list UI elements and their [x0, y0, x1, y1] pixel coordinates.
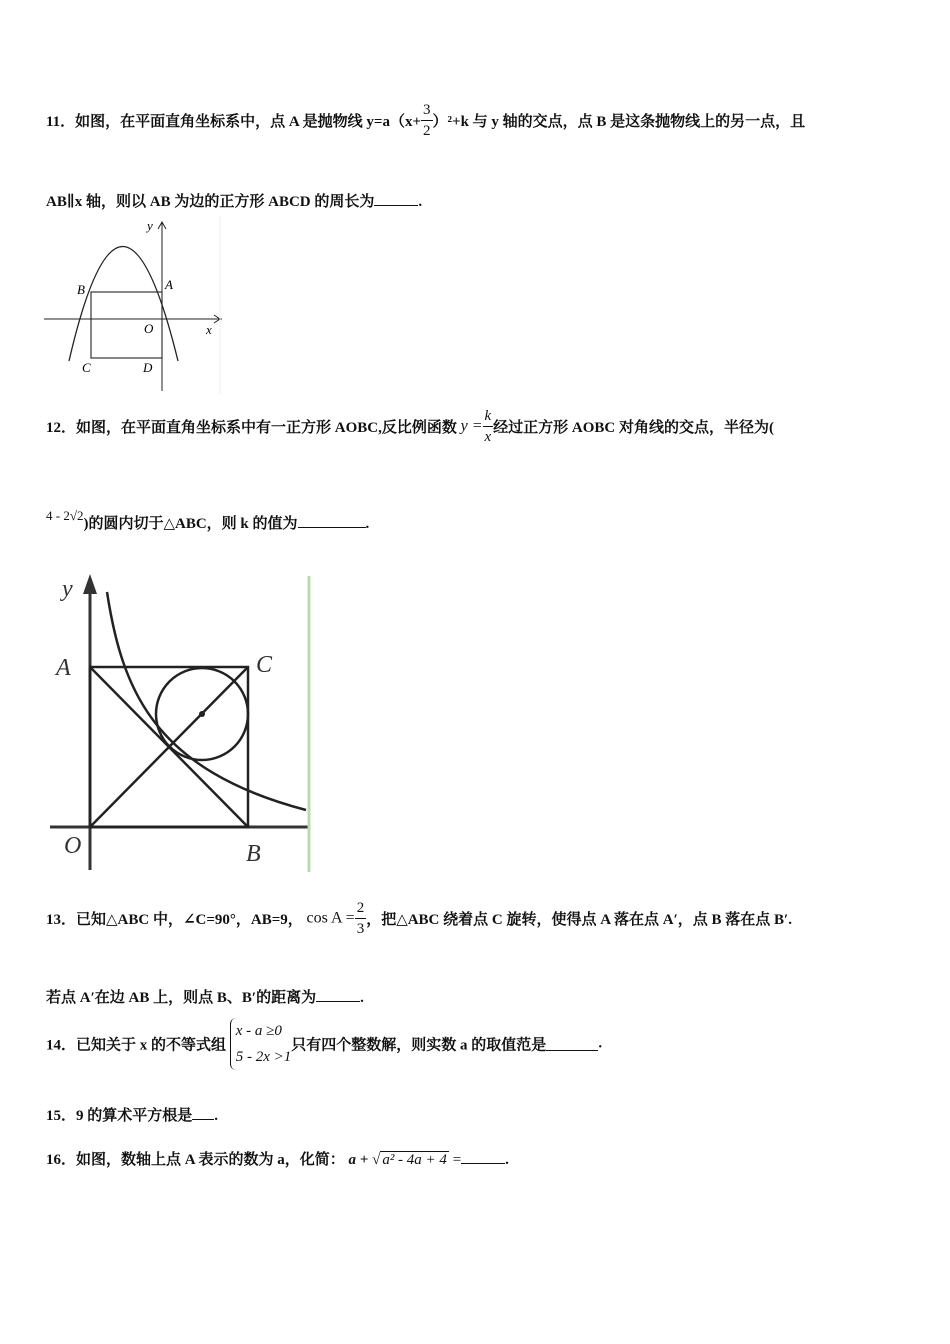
- q12-line2-end: .: [365, 516, 370, 532]
- q11-fraction: [421, 100, 433, 141]
- q12-circle-center: [199, 711, 205, 717]
- q12-label-y: y: [62, 576, 73, 602]
- q11-label-a: A: [165, 277, 173, 292]
- q12-answer-blank: [298, 514, 366, 528]
- q11-label-b: B: [77, 282, 85, 297]
- q12-func-fraction: [483, 406, 494, 447]
- q16-expr-sqrt: a² - 4a + 4: [382, 1152, 447, 1168]
- q14-line: [46, 1018, 602, 1070]
- q11-frac-den: 2: [423, 123, 431, 139]
- q13-line2-end: .: [360, 990, 364, 1006]
- q11-label-o: O: [144, 321, 154, 336]
- q11-line2-end: .: [418, 194, 423, 210]
- q12-line2: [46, 508, 370, 533]
- q16-expr-eq: =: [452, 1152, 462, 1168]
- q11-suffix: ）²+k 与 y 轴的交点，点 B 是这条抛物线上的另一点，且: [432, 114, 806, 130]
- q12-func-num: k: [483, 406, 494, 427]
- q11-figure: [44, 216, 224, 394]
- q13-suffix: ，把△ABC 绕着点 C 旋转，使得点 A 落在点 A′，点 B 落在点 B′.: [366, 912, 793, 928]
- q15-line: [46, 1104, 218, 1125]
- q13-cos-fraction: [355, 898, 367, 939]
- q12-label-o: O: [64, 833, 82, 859]
- q12-figure: [44, 570, 316, 878]
- q16-expr-a: a +: [348, 1152, 369, 1168]
- q13-line2-text: 若点 A′在边 AB 上，则点 B、B′的距离为: [46, 990, 317, 1006]
- q12-label-b: B: [246, 841, 261, 867]
- q13-line1: [46, 898, 792, 939]
- q12-func-lhs: y =: [460, 417, 483, 435]
- q12-prefix: 12．如图，在平面直角坐标系中有一正方形 AOBC,反比例函数: [46, 420, 457, 436]
- q12-radius: 4 - 2√2: [46, 508, 84, 523]
- q12-label-a: A: [56, 655, 71, 681]
- q12-y-arrow: [83, 574, 97, 594]
- q15-end: .: [214, 1108, 219, 1124]
- q11-label-d: D: [143, 360, 153, 375]
- q16-sqrt-symbol: √: [372, 1152, 381, 1168]
- q14-end: .: [598, 1035, 603, 1052]
- q14-ineq2: 5 - 2x >1: [235, 1049, 292, 1065]
- q11-line2: [46, 190, 422, 211]
- q12-func-den: x: [484, 429, 492, 445]
- q11-line1: [46, 100, 805, 141]
- q12-line2-text: )的圆内切于△ABC，则 k 的值为: [83, 516, 298, 532]
- q16-prefix: 16．如图，数轴上点 A 表示的数为 a，化简：: [46, 1152, 345, 1168]
- q12-line1: [46, 406, 774, 447]
- q16-line: [46, 1148, 509, 1169]
- q13-line2: [46, 986, 364, 1007]
- q14-suffix: 只有四个整数解，则实数 a 的取值范是: [291, 1037, 547, 1054]
- q11-label-c: C: [82, 360, 91, 375]
- q11-frac-num: 3: [421, 100, 433, 121]
- q11-line2-text: AB∥x 轴，则以 AB 为边的正方形 ABCD 的周长为: [46, 194, 375, 210]
- q14-ineq1: x - a ≥0: [235, 1023, 282, 1039]
- q14-answer-blank: [546, 1037, 598, 1051]
- q14-prefix: 14．已知关于 x 的不等式组: [46, 1037, 227, 1054]
- q13-prefix: 13．已知△ABC 中，∠C=90°，AB=9，: [46, 912, 303, 928]
- q11-answer-blank: [374, 192, 418, 206]
- q16-end: .: [505, 1152, 509, 1168]
- q15-text: 15．9 的算术平方根是: [46, 1108, 193, 1124]
- q12-label-c: C: [256, 652, 273, 678]
- q13-cos-text: cos A =: [306, 909, 355, 927]
- q14-inequality-system: [230, 1018, 292, 1070]
- q15-answer-blank: [192, 1106, 214, 1120]
- q11-prefix: 11．如图，在平面直角坐标系中，点 A 是抛物线 y=a（x+: [46, 114, 422, 130]
- q16-answer-blank: [461, 1150, 505, 1164]
- q12-suffix: 经过正方形 AOBC 对角线的交点，半径为(: [493, 420, 775, 436]
- q11-label-x: x: [206, 322, 212, 337]
- q13-answer-blank: [316, 988, 360, 1002]
- q13-cos-num: 2: [355, 898, 367, 919]
- q12-hyperbola: [107, 592, 306, 810]
- q11-label-y: y: [147, 218, 153, 233]
- q13-cos-den: 3: [356, 921, 365, 937]
